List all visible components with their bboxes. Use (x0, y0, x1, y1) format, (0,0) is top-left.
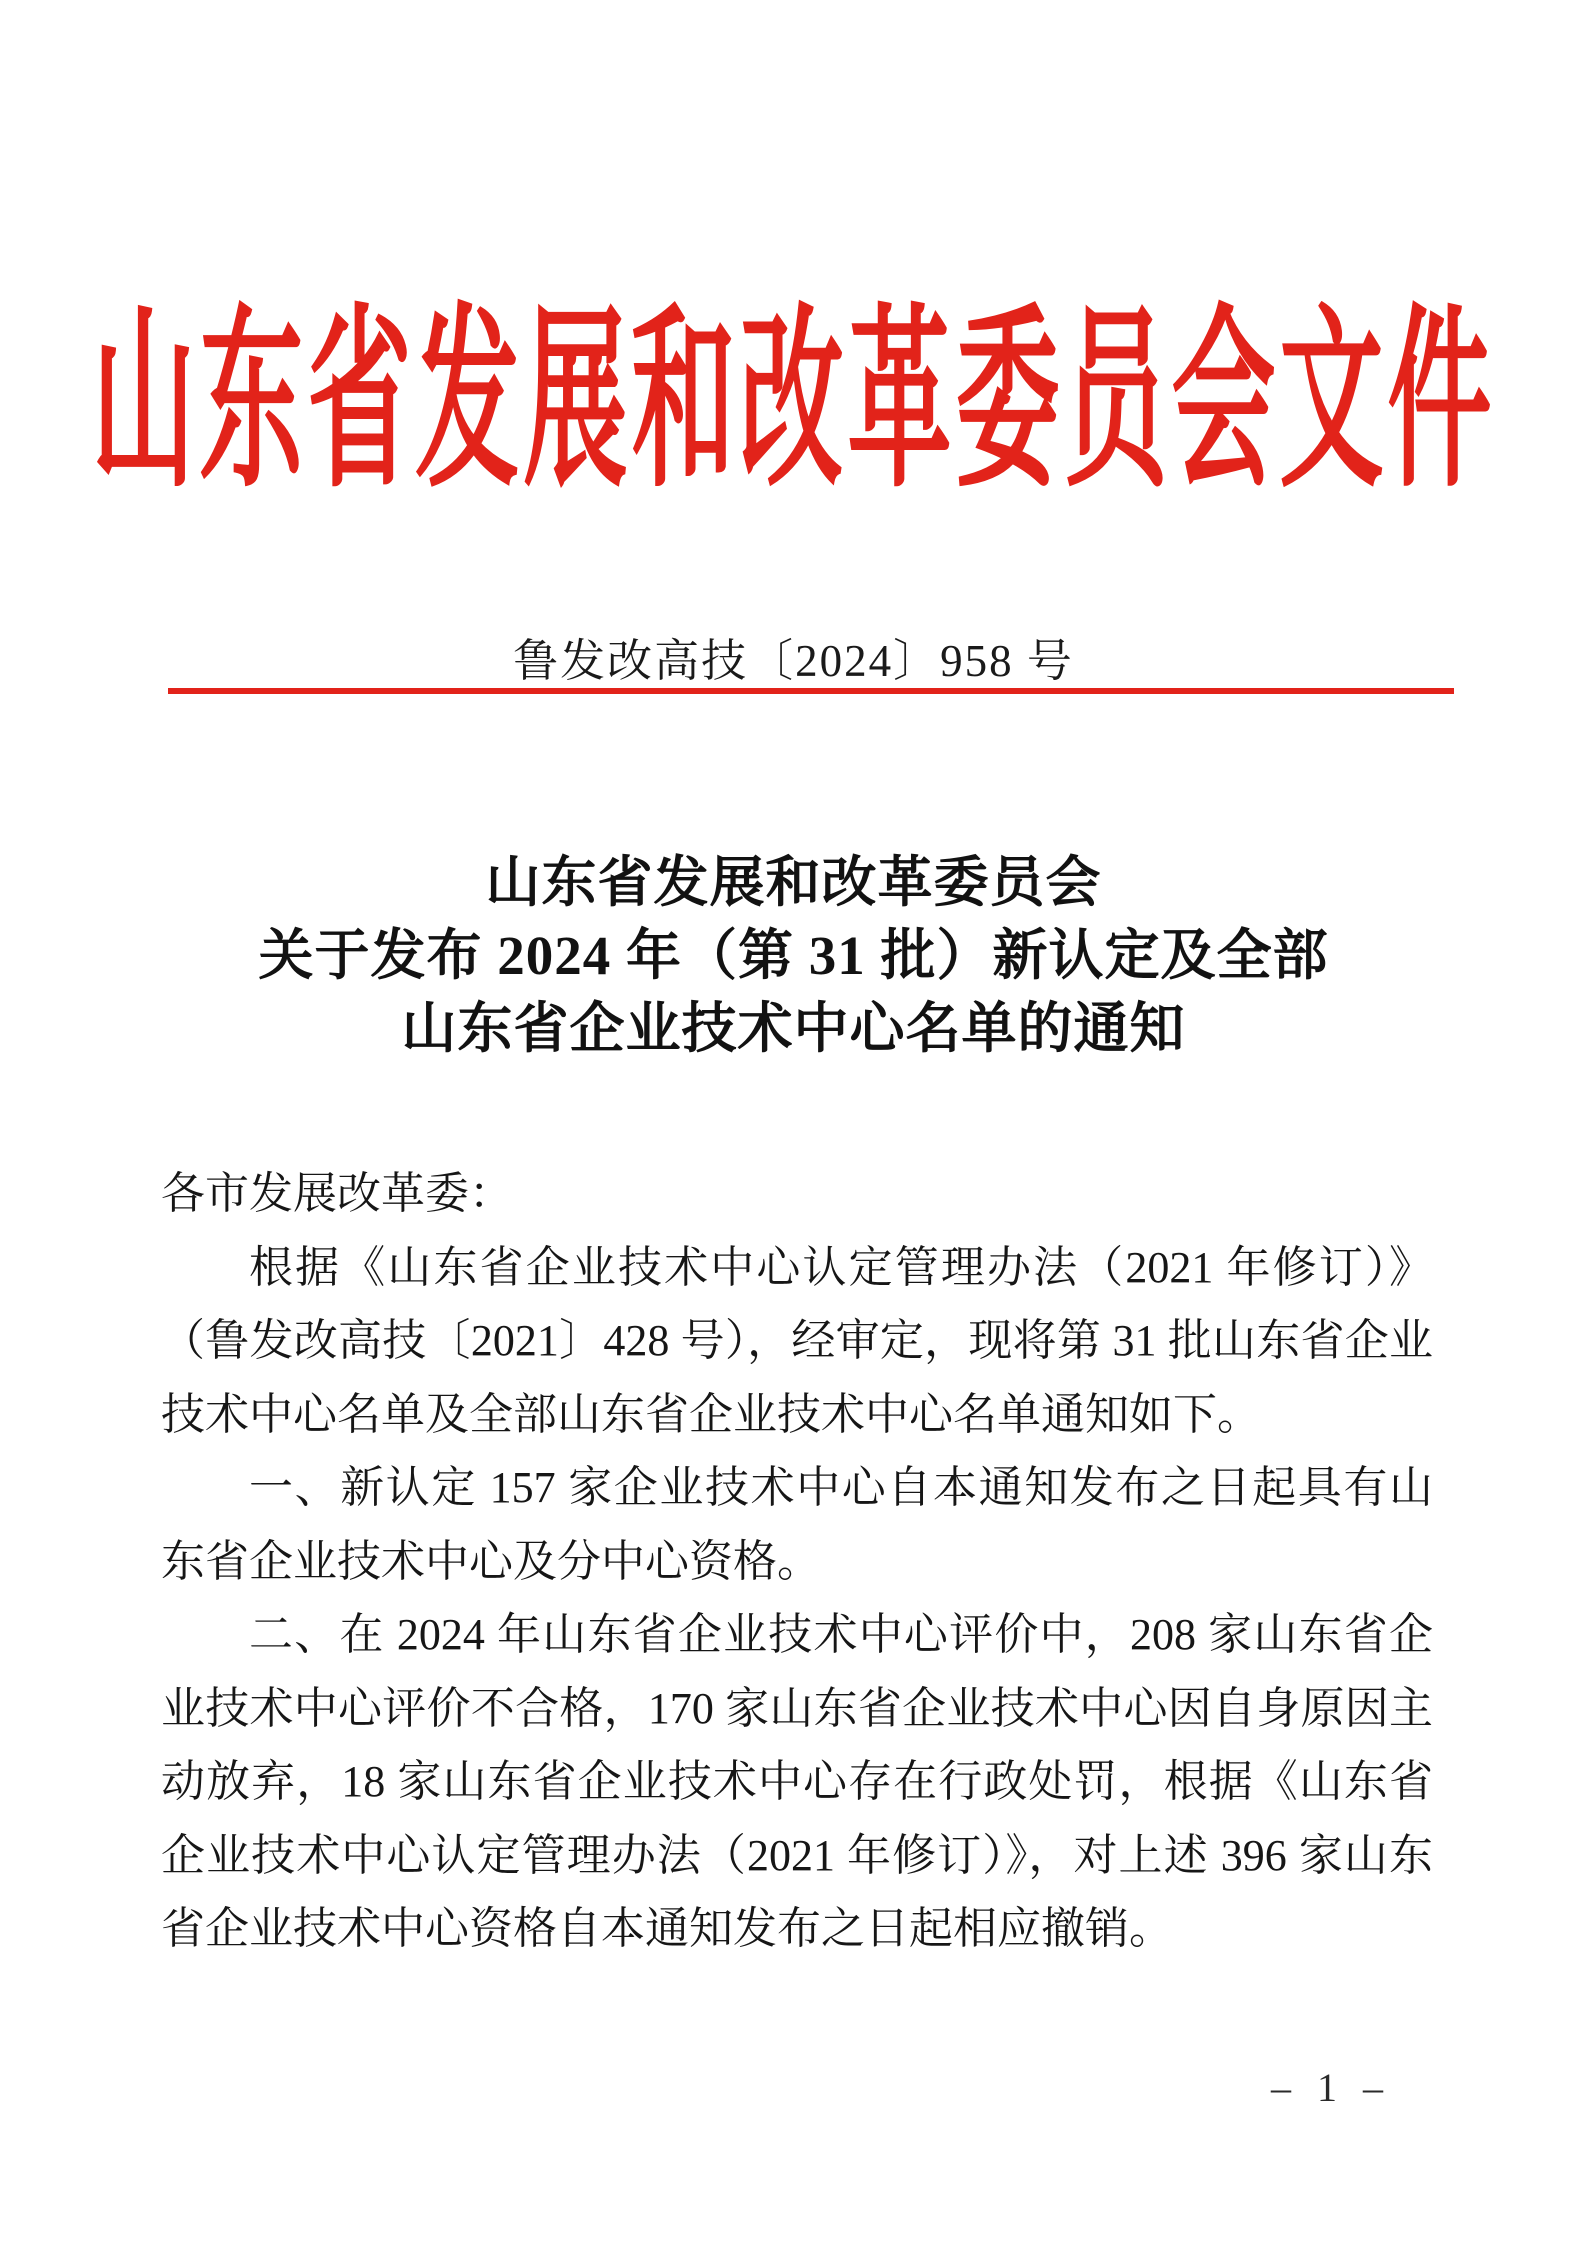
body-paragraph-2: 一、新认定 157 家企业技术中心自本通知发布之日起具有山东省企业技术中心及分中心资格。 (161, 1463, 1433, 1586)
document-reference-number: 鲁发改高技〔2024〕958 号 (513, 636, 1074, 686)
notice-title-line-3: 山东省企业技术中心名单的通知 (401, 998, 1186, 1059)
body-paragraph-3: 二、在 2024 年山东省企业技术中心评价中，208 家山东省企业技术中心评价不合格，170 家山东省企业技术中心因自身原因主动放弃，18 家山东省企业技术中心存在行政处罚，根据《山东省企业技术中心认定管理办法（2021 年修订）》，对上述 396 家山东省企业技术中心资格自本通知发布之日起相应撤销。 (161, 1610, 1433, 1953)
red-divider-rule (168, 688, 1454, 694)
page-number: – 1 – (1271, 2065, 1391, 2110)
red-header-banner-title: 山东省发展和改革委员会文件 (91, 294, 1496, 511)
notice-title (0, 846, 1587, 1065)
body-paragraph-1: 根据《山东省企业技术中心认定管理办法（2021 年修订）》（鲁发改高技〔2021〕428 号），经审定，现将第 31 批山东省企业技术中心名单及全部山东省企业技术中心名单通知如下。 (161, 1242, 1433, 1439)
salutation: 各市发展改革委： (161, 1169, 513, 1218)
notice-title-line-1: 山东省发展和改革委员会 (485, 852, 1102, 913)
notice-title-line-2: 关于发布 2024 年（第 31 批）新认定及全部 (258, 925, 1329, 986)
notice-body (161, 1157, 1433, 1966)
